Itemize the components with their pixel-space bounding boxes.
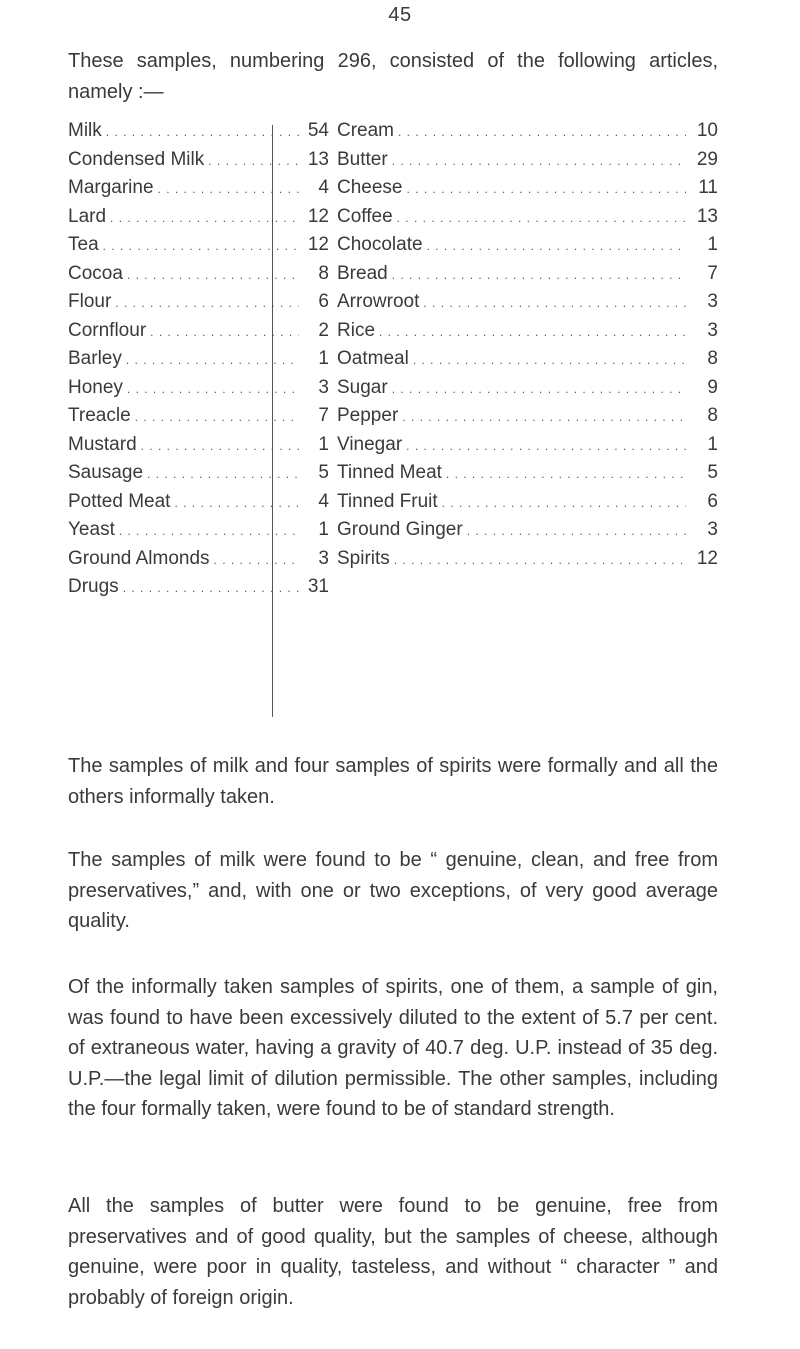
table-row	[68, 377, 329, 406]
article-name: Tea	[68, 234, 99, 255]
sample-count: 1	[707, 433, 718, 455]
sample-count: 1	[707, 234, 718, 255]
sample-count: 5	[707, 462, 718, 483]
article-name: Pepper	[337, 405, 399, 426]
leader-dots	[419, 291, 686, 313]
table-row	[337, 519, 718, 548]
table-row	[337, 206, 718, 235]
sample-count: 13	[307, 148, 329, 170]
article-name: Condensed Milk	[68, 148, 205, 170]
sample-count: 8	[707, 405, 718, 426]
table-row	[68, 576, 329, 605]
table-row	[337, 291, 718, 320]
leader-dots	[390, 548, 686, 570]
leader-dots	[388, 377, 686, 399]
article-name: Oatmeal	[337, 348, 409, 369]
sample-count: 4	[318, 490, 329, 512]
article-name: Mustard	[68, 433, 137, 455]
sample-count: 8	[318, 262, 329, 284]
sample-count: 54	[307, 120, 329, 141]
article-name: Treacle	[68, 405, 131, 426]
sample-count: 3	[707, 291, 718, 312]
table-row	[68, 320, 329, 349]
sample-count: 3	[318, 547, 329, 569]
sample-count: 9	[707, 376, 718, 398]
sample-count: 1	[318, 519, 329, 540]
leader-dots	[438, 491, 686, 513]
sample-count: 12	[307, 234, 329, 255]
article-name: Lard	[68, 205, 107, 227]
table-row	[68, 263, 329, 292]
article-name: Cornflour	[68, 319, 147, 341]
article-name: Ground Ginger	[337, 519, 463, 540]
table-row	[68, 206, 329, 235]
sample-count: 4	[318, 177, 329, 198]
leader-dots	[111, 291, 299, 313]
article-name: Rice	[337, 319, 376, 341]
article-name: Sausage	[68, 462, 144, 483]
article-name: Yeast	[68, 519, 115, 540]
table-row	[337, 434, 718, 463]
article-name: Ground Almonds	[68, 547, 210, 569]
table-row	[337, 234, 718, 263]
leader-dots	[102, 120, 299, 142]
article-name: Arrowroot	[337, 291, 420, 312]
left-column	[68, 120, 329, 605]
leader-dots	[106, 206, 299, 228]
article-name: Bread	[337, 262, 388, 284]
table-row	[68, 405, 329, 434]
article-name: Drugs	[68, 576, 119, 597]
article-name: Spirits	[337, 547, 390, 569]
table-row	[337, 377, 718, 406]
leader-dots	[393, 206, 686, 228]
sample-count: 10	[696, 120, 718, 141]
table-row	[68, 348, 329, 377]
leader-dots	[99, 234, 299, 256]
article-name: Cheese	[337, 177, 403, 198]
table-row	[337, 462, 718, 491]
table-row	[68, 462, 329, 491]
leader-dots	[398, 405, 686, 427]
sample-count: 5	[318, 462, 329, 483]
sample-count: 6	[318, 291, 329, 312]
table-row	[68, 519, 329, 548]
article-name: Potted Meat	[68, 490, 171, 512]
article-name: Vinegar	[337, 433, 403, 455]
article-name: Tinned Meat	[337, 462, 442, 483]
table-row	[337, 320, 718, 349]
paragraph-milk: The samples of milk were found to be “ genuine, clean, and free from preservatives,” and, with one or two exceptions, of very good average quality.	[68, 849, 718, 932]
sample-count: 3	[318, 376, 329, 398]
table-row	[68, 120, 329, 149]
leader-dots	[463, 519, 686, 541]
table-row	[68, 291, 329, 320]
table-row	[68, 434, 329, 463]
sample-count: 3	[707, 519, 718, 540]
leader-dots	[388, 263, 686, 285]
leader-dots	[394, 120, 686, 142]
sample-count: 12	[696, 547, 718, 569]
sample-count: 12	[307, 205, 329, 227]
leader-dots	[403, 177, 687, 199]
column-divider	[272, 125, 273, 717]
sample-count: 2	[318, 319, 329, 341]
sample-count: 1	[318, 348, 329, 369]
article-name: Cocoa	[68, 262, 123, 284]
leader-dots	[210, 548, 299, 570]
table-row	[337, 348, 718, 377]
page-number: 45	[388, 4, 412, 26]
table-row	[337, 149, 718, 178]
article-name: Tinned Fruit	[337, 490, 438, 512]
leader-dots	[131, 405, 299, 427]
paragraph-formal-samples: The samples of milk and four samples of spirits were formally and all the others informally taken.	[68, 755, 718, 808]
leader-dots	[154, 177, 299, 199]
intro-paragraph: These samples, numbering 296, consisted of the following articles, namely :—	[68, 50, 718, 103]
table-row	[337, 263, 718, 292]
table-row	[68, 234, 329, 263]
sample-count: 31	[307, 576, 329, 597]
article-name: Barley	[68, 348, 122, 369]
table-row	[337, 548, 718, 577]
sample-count: 7	[707, 262, 718, 284]
table-row	[337, 405, 718, 434]
samples-table	[68, 120, 718, 605]
table-row	[68, 548, 329, 577]
leader-dots	[388, 149, 686, 171]
table-row	[337, 120, 718, 149]
table-row	[68, 149, 329, 178]
sample-count: 29	[696, 148, 718, 170]
leader-dots	[442, 462, 686, 484]
leader-dots	[375, 320, 686, 342]
leader-dots	[402, 434, 686, 456]
sample-count: 13	[696, 205, 718, 227]
article-name: Milk	[68, 120, 102, 141]
sample-count: 8	[707, 348, 718, 369]
sample-count: 3	[707, 319, 718, 341]
table-row	[337, 491, 718, 520]
leader-dots	[409, 348, 686, 370]
leader-dots	[423, 234, 686, 256]
table-row	[68, 491, 329, 520]
table-row	[68, 177, 329, 206]
article-name: Margarine	[68, 177, 154, 198]
leader-dots	[170, 491, 299, 513]
leader-dots	[204, 149, 299, 171]
sample-count: 6	[707, 490, 718, 512]
article-name: Sugar	[337, 376, 388, 398]
paragraph-spirits: Of the informally taken samples of spirits, one of them, a sample of gin, was found to have been excessively diluted to the extent of 5.7 per cent. of extraneous water, having a gravity of 40.7 deg. U.P. instead of 35 deg. U.P.—the legal limit of dilution permissible. The other samples, including the four formally taken, were found to be of standard strength.	[68, 976, 718, 1120]
sample-count: 7	[318, 405, 329, 426]
article-name: Cream	[337, 120, 395, 141]
article-name: Chocolate	[337, 234, 423, 255]
right-column	[329, 120, 718, 605]
sample-count: 11	[698, 177, 718, 198]
leader-dots	[146, 320, 299, 342]
leader-dots	[137, 434, 299, 456]
paragraph-butter-cheese: All the samples of butter were found to be genuine, free from preservatives and of good quality, but the samples of cheese, although genuine, were poor in quality, tasteless, and without “ character ” and probably of foreign origin.	[68, 1195, 718, 1309]
sample-count: 1	[318, 433, 329, 455]
article-name: Flour	[68, 291, 112, 312]
article-name: Honey	[68, 376, 123, 398]
leader-dots	[143, 462, 299, 484]
table-row	[337, 177, 718, 206]
article-name: Butter	[337, 148, 388, 170]
article-name: Coffee	[337, 205, 393, 227]
